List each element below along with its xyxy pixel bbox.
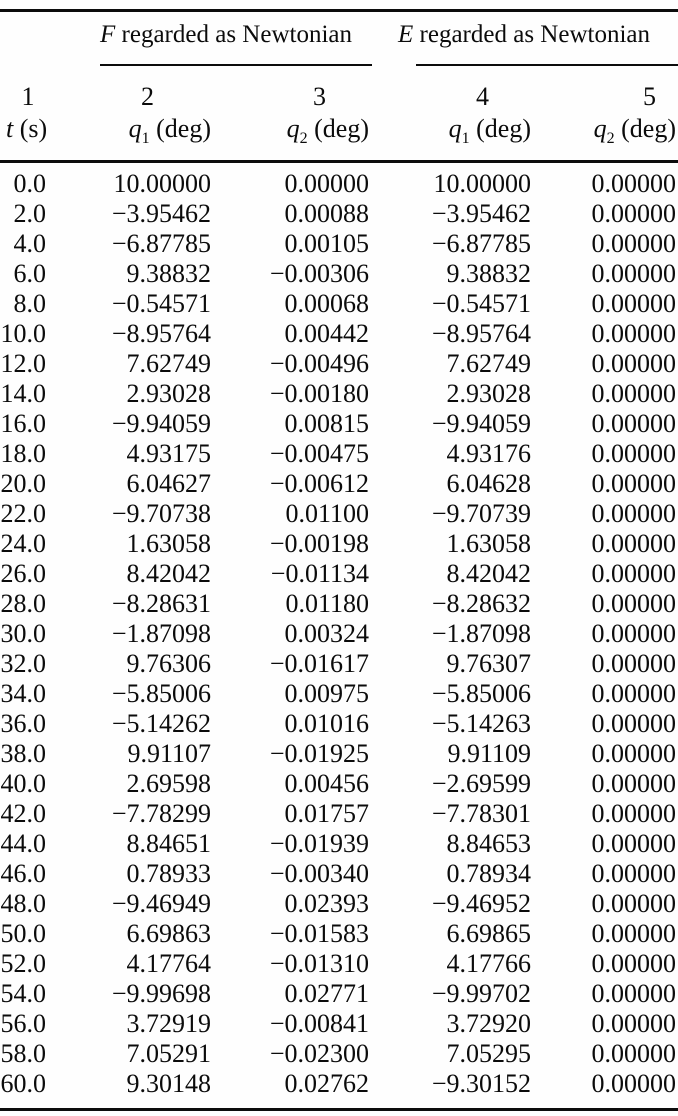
cell-col4: 7.62749 bbox=[446, 349, 531, 378]
cell-col2: −9.94059 bbox=[111, 409, 211, 438]
cell-col4: 9.76307 bbox=[446, 649, 531, 678]
table-row bbox=[0, 709, 678, 739]
cell-col1: 54.0 bbox=[0, 979, 46, 1008]
cell-col1: 18.0 bbox=[0, 439, 46, 468]
table-header bbox=[0, 11, 678, 162]
table-row bbox=[0, 379, 678, 409]
table-row bbox=[0, 1039, 678, 1069]
table-row bbox=[0, 439, 678, 469]
cell-col3: 0.01180 bbox=[285, 589, 369, 618]
cell-col2: −9.99698 bbox=[111, 979, 211, 1008]
cell-col4: 4.93176 bbox=[446, 439, 531, 468]
table-row bbox=[0, 919, 678, 949]
table-row bbox=[0, 619, 678, 649]
cell-col3: −0.01310 bbox=[269, 949, 369, 978]
cell-col1: 24.0 bbox=[0, 529, 46, 558]
cell-col3: 0.01757 bbox=[284, 799, 369, 828]
cell-col5: 0.00000 bbox=[591, 259, 676, 288]
cell-col5: 0.00000 bbox=[591, 919, 676, 948]
col-number-4: 4 bbox=[476, 82, 489, 111]
table-row bbox=[0, 979, 678, 1009]
cell-col1: 16.0 bbox=[0, 409, 46, 438]
cell-col1: 60.0 bbox=[0, 1069, 46, 1098]
cell-col3: 0.00975 bbox=[284, 679, 369, 708]
cell-col2: −0.54571 bbox=[111, 289, 211, 318]
col-label-q2-f-var: q bbox=[286, 114, 300, 143]
cell-col3: −0.01925 bbox=[269, 739, 369, 768]
cell-col3: −0.01617 bbox=[269, 649, 369, 678]
cell-col2: 9.76306 bbox=[126, 649, 211, 678]
cell-col1: 56.0 bbox=[0, 1009, 46, 1038]
cell-col3: 0.00000 bbox=[284, 169, 369, 198]
cell-col1: 58.0 bbox=[0, 1039, 46, 1068]
cell-col4: −7.78301 bbox=[431, 799, 531, 828]
cell-col5: 0.00000 bbox=[591, 409, 676, 438]
cell-col5: 0.00000 bbox=[591, 589, 676, 618]
table-row bbox=[0, 259, 678, 289]
col-label-q1-f bbox=[55, 113, 215, 162]
col-label-q1-e-var: q bbox=[448, 114, 462, 143]
table-body bbox=[0, 162, 678, 1110]
cell-col4: 2.93028 bbox=[446, 379, 531, 408]
cell-col2: 7.62749 bbox=[126, 349, 211, 378]
cell-col3: −0.00612 bbox=[269, 469, 369, 498]
table-row bbox=[0, 859, 678, 889]
group-e-title bbox=[373, 12, 678, 50]
cell-col3: 0.00324 bbox=[284, 619, 369, 648]
col-label-q2-e-sub: 2 bbox=[606, 130, 615, 148]
table-row bbox=[0, 949, 678, 979]
cell-col1: 38.0 bbox=[0, 739, 46, 768]
results-table bbox=[0, 9, 678, 1111]
cell-col3: 0.00088 bbox=[284, 199, 369, 228]
cell-col1: 26.0 bbox=[0, 559, 46, 588]
group-e-symbol: E bbox=[398, 21, 414, 48]
cell-col5: 0.00000 bbox=[591, 529, 676, 558]
cell-col4: 0.78934 bbox=[446, 859, 531, 888]
cell-col4: 7.05295 bbox=[446, 1039, 531, 1068]
column-label-row bbox=[0, 113, 678, 162]
cell-col5: 0.00000 bbox=[591, 169, 676, 198]
col-label-q1-e bbox=[373, 113, 535, 162]
cell-col1: 50.0 bbox=[0, 919, 46, 948]
cell-col3: −0.01939 bbox=[269, 829, 369, 858]
table-row bbox=[0, 559, 678, 589]
cell-col5: 0.00000 bbox=[591, 469, 676, 498]
cell-col5: 0.00000 bbox=[591, 379, 676, 408]
cell-col2: 8.42042 bbox=[126, 559, 211, 588]
table-row bbox=[0, 679, 678, 709]
cell-col1: 30.0 bbox=[0, 619, 46, 648]
cell-col1: 48.0 bbox=[0, 889, 46, 918]
cell-col4: 6.04628 bbox=[446, 469, 531, 498]
cell-col3: 0.00815 bbox=[284, 409, 369, 438]
table-row bbox=[0, 769, 678, 799]
col-label-q1-f-sub: 1 bbox=[141, 130, 150, 148]
cell-col5: 0.00000 bbox=[591, 349, 676, 378]
cell-col4: 10.00000 bbox=[433, 169, 531, 198]
col-label-q2-f-sub: 2 bbox=[299, 130, 308, 148]
col-label-t-var: t bbox=[6, 114, 14, 143]
table-row bbox=[0, 829, 678, 859]
col-label-q1-f-unit: (deg) bbox=[149, 114, 211, 143]
cell-col4: −5.14263 bbox=[431, 709, 531, 738]
table-row bbox=[0, 1069, 678, 1110]
cell-col2: 4.17764 bbox=[126, 949, 211, 978]
cell-col2: −6.87785 bbox=[111, 229, 211, 258]
table-row bbox=[0, 739, 678, 769]
cell-col3: 0.00068 bbox=[284, 289, 369, 318]
cell-col5: 0.00000 bbox=[591, 649, 676, 678]
cell-col4: −6.87785 bbox=[431, 229, 531, 258]
cell-col5: 0.00000 bbox=[591, 319, 676, 348]
cell-col2: 9.91107 bbox=[127, 739, 211, 768]
cell-col5: 0.00000 bbox=[591, 829, 676, 858]
group-f-title bbox=[55, 12, 373, 50]
cell-col1: 4.0 bbox=[13, 229, 46, 258]
cell-col1: 20.0 bbox=[0, 469, 46, 498]
cell-col4: 8.42042 bbox=[446, 559, 531, 588]
cell-col5: 0.00000 bbox=[591, 229, 676, 258]
group-header-e bbox=[373, 11, 678, 67]
group-f-symbol: F bbox=[100, 21, 116, 48]
table-row bbox=[0, 289, 678, 319]
cell-col5: 0.00000 bbox=[591, 739, 676, 768]
table-row bbox=[0, 589, 678, 619]
cell-col3: −0.00340 bbox=[269, 859, 369, 888]
group-e-underline bbox=[416, 50, 678, 66]
cell-col2: 2.69598 bbox=[126, 769, 211, 798]
cell-col1: 12.0 bbox=[0, 349, 46, 378]
cell-col4: 3.72920 bbox=[446, 1009, 531, 1038]
col-label-q2-f bbox=[215, 113, 373, 162]
cell-col4: −8.28632 bbox=[431, 589, 531, 618]
cell-col4: 1.63058 bbox=[446, 529, 531, 558]
cell-col3: −0.02300 bbox=[269, 1039, 369, 1068]
cell-col1: 36.0 bbox=[0, 709, 46, 738]
table-row bbox=[0, 199, 678, 229]
group-header-f bbox=[55, 11, 373, 67]
cell-col2: −9.46949 bbox=[111, 889, 211, 918]
cell-col3: 0.00105 bbox=[284, 229, 369, 258]
cell-col3: 0.01100 bbox=[285, 499, 369, 528]
col-label-q1-e-sub: 1 bbox=[461, 130, 470, 148]
cell-col5: 0.00000 bbox=[591, 619, 676, 648]
cell-col3: 0.01016 bbox=[284, 709, 369, 738]
cell-col1: 46.0 bbox=[0, 859, 46, 888]
cell-col3: 0.02762 bbox=[284, 1069, 369, 1098]
cell-col2: 0.78933 bbox=[126, 859, 211, 888]
cell-col4: −9.46952 bbox=[431, 889, 531, 918]
group-e-title-rest: regarded as Newtonian bbox=[413, 21, 650, 48]
cell-col2: −5.14262 bbox=[111, 709, 211, 738]
cell-col1: 40.0 bbox=[0, 769, 46, 798]
cell-col2: −8.28631 bbox=[111, 589, 211, 618]
cell-col3: −0.01134 bbox=[270, 559, 369, 588]
cell-col1: 34.0 bbox=[0, 679, 46, 708]
col-number-3: 3 bbox=[313, 82, 326, 111]
cell-col4: −0.54571 bbox=[431, 289, 531, 318]
cell-col3: 0.02771 bbox=[284, 979, 369, 1008]
table-row bbox=[0, 319, 678, 349]
cell-col4: 9.91109 bbox=[447, 739, 531, 768]
col-number-2: 2 bbox=[141, 82, 154, 111]
col-label-q2-e bbox=[535, 113, 678, 162]
cell-col5: 0.00000 bbox=[591, 1069, 676, 1098]
cell-col1: 2.0 bbox=[13, 199, 46, 228]
cell-col1: 6.0 bbox=[13, 259, 46, 288]
cell-col2: 1.63058 bbox=[126, 529, 211, 558]
cell-col5: 0.00000 bbox=[591, 1009, 676, 1038]
cell-col3: −0.00841 bbox=[269, 1009, 369, 1038]
cell-col2: 2.93028 bbox=[126, 379, 211, 408]
cell-col4: 4.17766 bbox=[446, 949, 531, 978]
cell-col4: 8.84653 bbox=[446, 829, 531, 858]
cell-col2: 6.69863 bbox=[126, 919, 211, 948]
cell-col2: 9.30148 bbox=[126, 1069, 211, 1098]
cell-col5: 0.00000 bbox=[591, 799, 676, 828]
cell-col4: 9.38832 bbox=[446, 259, 531, 288]
cell-col5: 0.00000 bbox=[591, 289, 676, 318]
cell-col3: −0.00180 bbox=[269, 379, 369, 408]
cell-col1: 44.0 bbox=[0, 829, 46, 858]
cell-col5: 0.00000 bbox=[591, 949, 676, 978]
group-header-row bbox=[0, 11, 678, 67]
cell-col2: −8.95764 bbox=[111, 319, 211, 348]
table-row bbox=[0, 229, 678, 259]
cell-col5: 0.00000 bbox=[591, 769, 676, 798]
cell-col2: 4.93175 bbox=[126, 439, 211, 468]
table-row bbox=[0, 649, 678, 679]
cell-col1: 0.0 bbox=[13, 169, 46, 198]
col-label-t-unit: (s) bbox=[13, 114, 48, 143]
column-number-row bbox=[0, 66, 678, 113]
cell-col4: −8.95764 bbox=[431, 319, 531, 348]
table-row bbox=[0, 409, 678, 439]
cell-col1: 42.0 bbox=[0, 799, 46, 828]
cell-col4: −9.70739 bbox=[431, 499, 531, 528]
cell-col3: −0.00198 bbox=[269, 529, 369, 558]
table-row bbox=[0, 1009, 678, 1039]
group-f-title-rest: regarded as Newtonian bbox=[115, 21, 352, 48]
cell-col4: −3.95462 bbox=[431, 199, 531, 228]
cell-col2: 3.72919 bbox=[126, 1009, 211, 1038]
cell-col3: 0.00456 bbox=[284, 769, 369, 798]
cell-col3: 0.02393 bbox=[284, 889, 369, 918]
cell-col1: 10.0 bbox=[0, 319, 46, 348]
cell-col5: 0.00000 bbox=[591, 559, 676, 588]
cell-col1: 32.0 bbox=[0, 649, 46, 678]
table-row bbox=[0, 469, 678, 499]
cell-col2: 8.84651 bbox=[126, 829, 211, 858]
cell-col3: −0.00496 bbox=[269, 349, 369, 378]
table-row bbox=[0, 499, 678, 529]
cell-col2: 10.00000 bbox=[113, 169, 211, 198]
cell-col4: −9.94059 bbox=[431, 409, 531, 438]
cell-col1: 8.0 bbox=[13, 289, 46, 318]
cell-col5: 0.00000 bbox=[591, 499, 676, 528]
cell-col4: −9.99702 bbox=[431, 979, 531, 1008]
cell-col5: 0.00000 bbox=[591, 709, 676, 738]
cell-col2: 6.04627 bbox=[126, 469, 211, 498]
table-row bbox=[0, 529, 678, 559]
cell-col2: 7.05291 bbox=[126, 1039, 211, 1068]
cell-col1: 22.0 bbox=[0, 499, 46, 528]
cell-col5: 0.00000 bbox=[591, 679, 676, 708]
group-f-underline bbox=[100, 50, 372, 66]
table-row bbox=[0, 799, 678, 829]
cell-col3: 0.00442 bbox=[284, 319, 369, 348]
cell-col5: 0.00000 bbox=[591, 889, 676, 918]
cell-col2: −3.95462 bbox=[111, 199, 211, 228]
cell-col3: −0.00475 bbox=[269, 439, 369, 468]
cell-col1: 28.0 bbox=[0, 589, 46, 618]
cell-col4: −1.87098 bbox=[431, 619, 531, 648]
cell-col5: 0.00000 bbox=[591, 1039, 676, 1068]
table-row bbox=[0, 889, 678, 919]
cell-col4: −2.69599 bbox=[431, 769, 531, 798]
cell-col2: −5.85006 bbox=[111, 679, 211, 708]
table-row bbox=[0, 349, 678, 379]
cell-col2: −7.78299 bbox=[111, 799, 211, 828]
cell-col5: 0.00000 bbox=[591, 199, 676, 228]
col-number-5: 5 bbox=[643, 82, 656, 111]
cell-col1: 14.0 bbox=[0, 379, 46, 408]
cell-col2: −9.70738 bbox=[111, 499, 211, 528]
cell-col2: 9.38832 bbox=[126, 259, 211, 288]
col-number-1: 1 bbox=[21, 82, 35, 111]
cell-col4: −9.30152 bbox=[431, 1069, 531, 1098]
cell-col3: −0.01583 bbox=[269, 919, 369, 948]
cell-col4: 6.69865 bbox=[446, 919, 531, 948]
cell-col5: 0.00000 bbox=[591, 979, 676, 1008]
cell-col5: 0.00000 bbox=[591, 439, 676, 468]
cell-col2: −1.87098 bbox=[111, 619, 211, 648]
col-label-q1-e-unit: (deg) bbox=[469, 114, 531, 143]
cell-col1: 52.0 bbox=[0, 949, 46, 978]
col-label-t bbox=[0, 113, 55, 162]
col-label-q2-e-var: q bbox=[593, 114, 607, 143]
col-label-q2-e-unit: (deg) bbox=[614, 114, 676, 143]
group-header-spacer bbox=[0, 11, 55, 67]
col-label-q1-f-var: q bbox=[128, 114, 142, 143]
table-row bbox=[0, 162, 678, 200]
cell-col5: 0.00000 bbox=[591, 859, 676, 888]
col-label-q2-f-unit: (deg) bbox=[307, 114, 369, 143]
cell-col3: −0.00306 bbox=[269, 259, 369, 288]
cell-col4: −5.85006 bbox=[431, 679, 531, 708]
